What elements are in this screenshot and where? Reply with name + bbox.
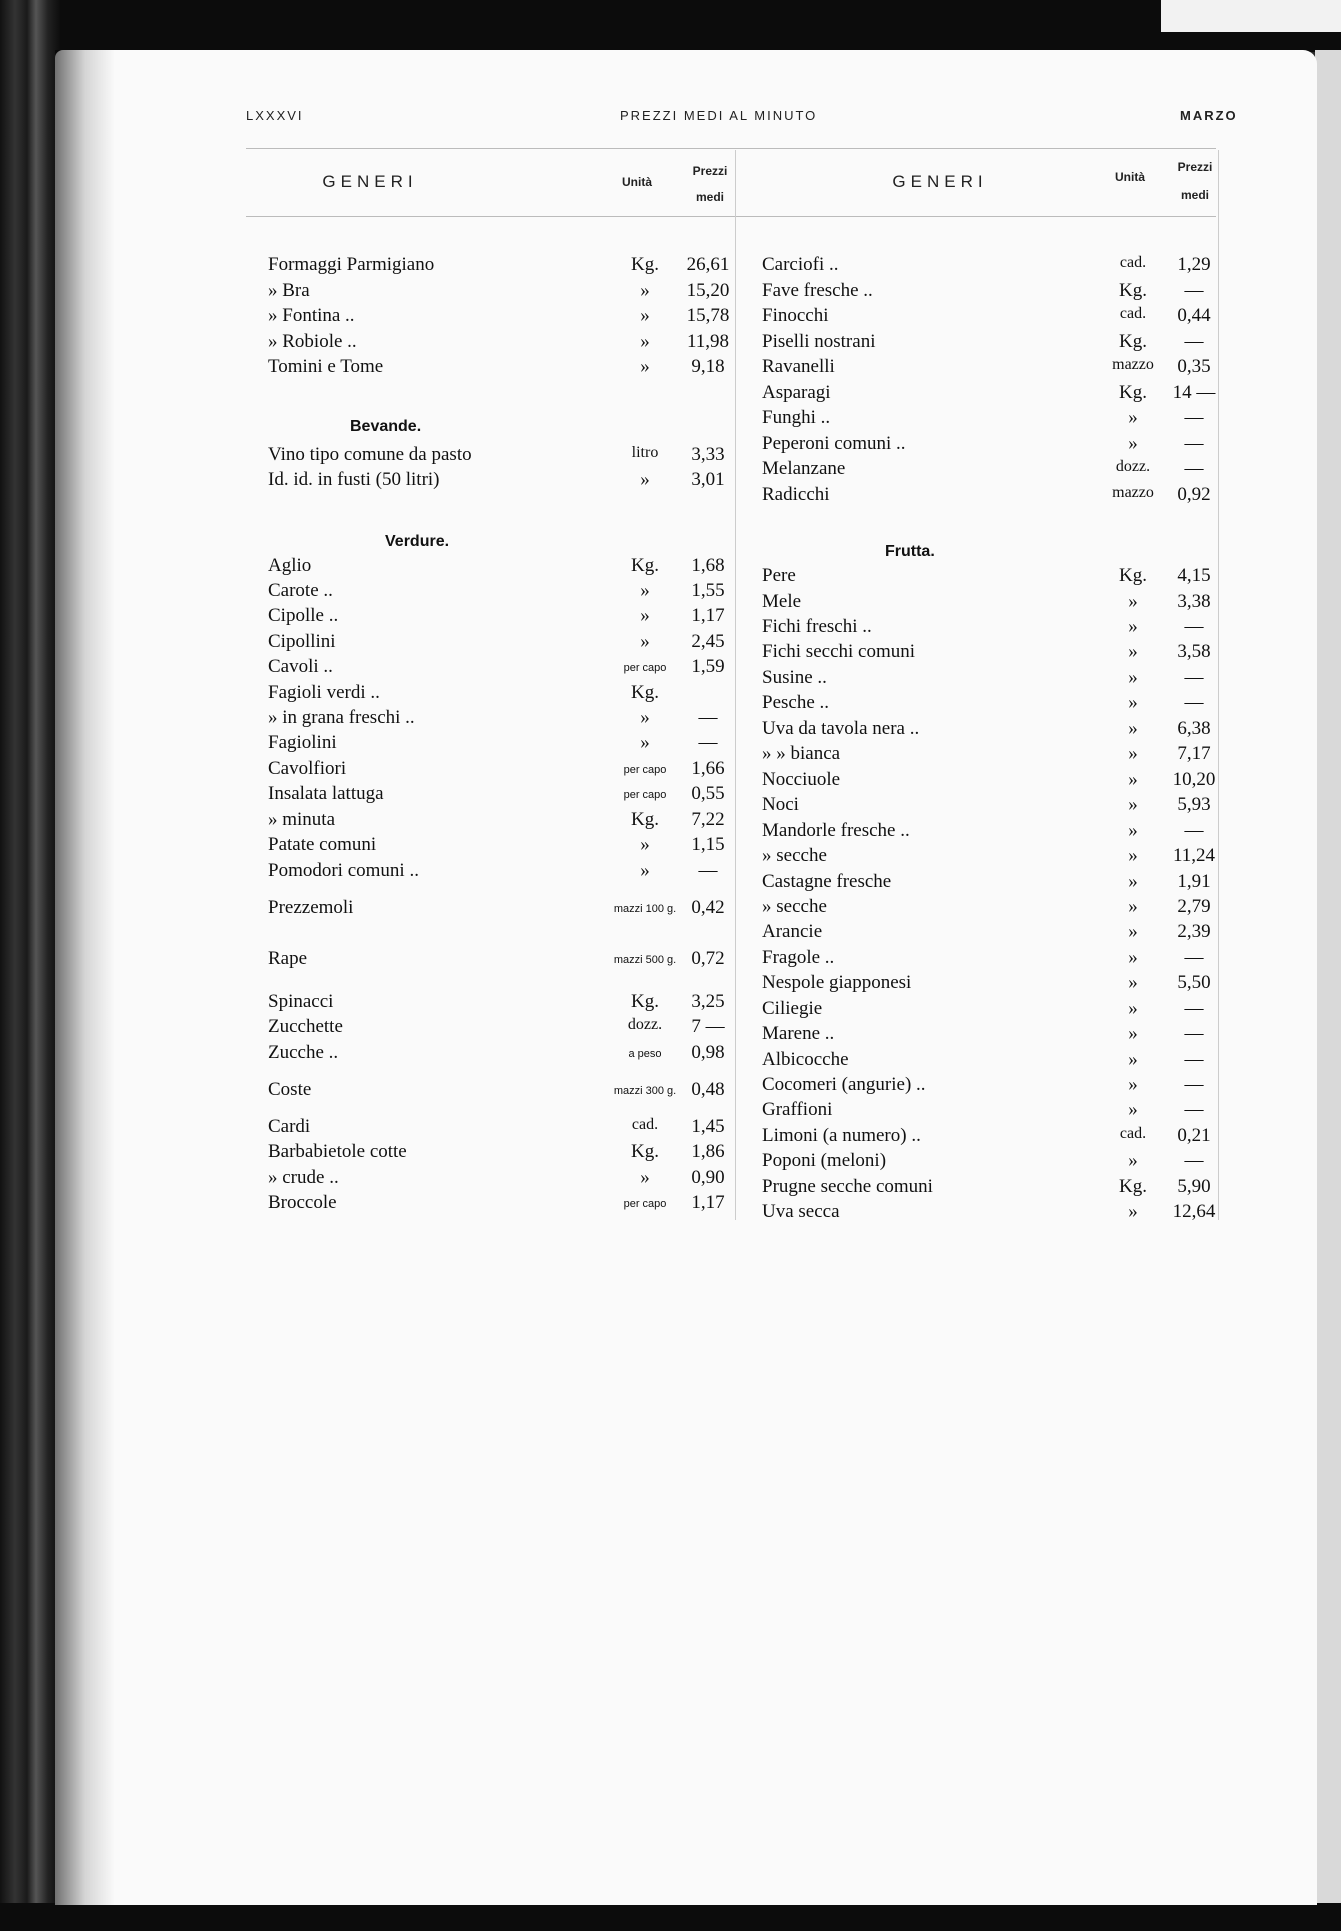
item-name: Nocciuole	[762, 769, 841, 790]
item-unit: Kg.	[631, 1141, 659, 1162]
item-name: Rape	[268, 948, 308, 969]
item-unit: »	[640, 631, 650, 652]
item-price: 0,55	[691, 783, 725, 804]
item-price: 7,22	[691, 809, 725, 830]
item-unit: »	[1128, 1150, 1138, 1171]
item-unit: Kg.	[1119, 382, 1147, 403]
item-name: Formaggi Parmigiano	[268, 254, 435, 275]
item-name: Peperoni comuni ..	[762, 433, 906, 454]
item-name: Marene ..	[762, 1023, 835, 1044]
item-unit: »	[1128, 820, 1138, 841]
item-name: Cocomeri (angurie) ..	[762, 1074, 926, 1095]
item-price: 5,90	[1177, 1176, 1211, 1197]
item-price: —	[1184, 616, 1204, 637]
item-name: Broccole	[268, 1192, 337, 1213]
col-medi-left: medi	[695, 190, 724, 204]
item-price: 1,59	[691, 656, 725, 677]
item-price: 3,01	[691, 469, 725, 490]
item-name: Fichi secchi comuni	[762, 641, 916, 662]
item-price: —	[1184, 667, 1204, 688]
item-unit: per capo	[623, 662, 667, 674]
col-prezzi-left: Prezzi	[692, 164, 728, 178]
item-name: Ravanelli	[762, 356, 835, 377]
item-name: Fagioli verdi ..	[268, 682, 380, 703]
item-unit: »	[1128, 1023, 1138, 1044]
item-price: —	[698, 732, 718, 753]
item-price: —	[1184, 947, 1204, 968]
item-unit: »	[640, 1167, 650, 1188]
item-price: 1,86	[691, 1141, 725, 1162]
item-unit: mazzi 500 g.	[613, 954, 677, 966]
item-unit: Kg.	[631, 809, 659, 830]
item-name: Radicchi	[762, 484, 830, 505]
item-name: Fichi freschi ..	[762, 616, 872, 637]
item-name: Tomini e Tome	[268, 356, 384, 377]
item-price: 9,18	[691, 356, 725, 377]
item-unit: cad.	[1119, 1125, 1147, 1142]
item-name: Cavolfiori	[268, 758, 347, 779]
item-name: Limoni (a numero) ..	[762, 1125, 921, 1146]
item-price: 7 —	[691, 1016, 725, 1037]
item-price: 7,17	[1177, 743, 1211, 764]
page-number: LXXXVI	[246, 108, 304, 123]
item-unit: »	[640, 305, 650, 326]
item-unit: »	[640, 280, 650, 301]
item-price: 3,33	[691, 444, 725, 465]
item-unit: »	[1128, 718, 1138, 739]
header-top-rule	[246, 148, 1216, 149]
item-price: 2,79	[1177, 896, 1211, 917]
item-price: 0,92	[1177, 484, 1211, 505]
item-name: » Robiole ..	[268, 331, 357, 352]
item-unit: »	[1128, 871, 1138, 892]
item-unit: Kg.	[1119, 565, 1147, 586]
item-name: Asparagi	[762, 382, 831, 403]
item-unit: »	[1128, 591, 1138, 612]
item-name: Pere	[762, 565, 796, 586]
item-name: Graffioni	[762, 1099, 833, 1120]
item-name: Fragole ..	[762, 947, 835, 968]
item-price: 5,50	[1177, 972, 1211, 993]
item-unit: »	[1128, 769, 1138, 790]
header-bottom-rule	[246, 216, 1216, 217]
item-name: Zucchette	[268, 1016, 343, 1037]
item-price: —	[1184, 1074, 1204, 1095]
item-unit: »	[640, 732, 650, 753]
col-generi-right: GENERI	[892, 172, 988, 191]
item-unit: Kg.	[1119, 1176, 1147, 1197]
item-name: Finocchi	[762, 305, 829, 326]
item-name: » Bra	[268, 280, 310, 301]
item-price: 1,55	[691, 580, 725, 601]
item-unit: Kg.	[631, 555, 659, 576]
item-price: —	[1184, 1150, 1204, 1171]
item-name: Piselli nostrani	[762, 331, 876, 352]
item-unit: »	[1128, 743, 1138, 764]
item-unit: »	[1128, 1074, 1138, 1095]
item-unit: »	[640, 331, 650, 352]
item-unit: litro	[631, 444, 659, 461]
item-name: Pomodori comuni ..	[268, 860, 419, 881]
item-name: Spinacci	[268, 991, 334, 1012]
item-price: —	[1184, 692, 1204, 713]
item-name: Funghi ..	[762, 407, 831, 428]
item-unit: dozz.	[627, 1016, 663, 1033]
item-name: Fave fresche ..	[762, 280, 873, 301]
item-unit: cad.	[631, 1116, 659, 1133]
col-prezzi-right: Prezzi	[1177, 160, 1213, 174]
item-unit: Kg.	[631, 991, 659, 1012]
item-price: 0,42	[691, 897, 725, 918]
item-name: Fagiolini	[268, 732, 337, 753]
col-generi-left: GENERI	[322, 172, 418, 191]
item-price: —	[1184, 1049, 1204, 1070]
book-spine	[0, 0, 60, 1931]
item-unit: »	[1128, 896, 1138, 917]
item-price: 1,17	[691, 1192, 725, 1213]
item-unit: mazzo	[1112, 484, 1154, 501]
item-name: Cipolle ..	[268, 605, 339, 626]
item-unit: cad.	[1119, 254, 1147, 271]
item-price: —	[1184, 407, 1204, 428]
item-unit: »	[1128, 947, 1138, 968]
item-name: Prugne secche comuni	[762, 1176, 933, 1197]
item-price: 3,38	[1177, 591, 1211, 612]
scan-right-border	[1315, 50, 1341, 1910]
item-price: 0,48	[691, 1079, 725, 1100]
item-name: Insalata lattuga	[268, 783, 384, 804]
item-price: 0,98	[691, 1042, 725, 1063]
item-price: 0,21	[1177, 1125, 1211, 1146]
item-name: Mandorle fresche ..	[762, 820, 910, 841]
item-name: Cipollini	[268, 631, 336, 652]
item-price: 1,68	[691, 555, 725, 576]
item-unit: per capo	[623, 789, 667, 801]
item-name: » Fontina ..	[268, 305, 355, 326]
item-name: Susine ..	[762, 667, 827, 688]
item-price: 10,20	[1172, 769, 1216, 790]
item-name: Nespole giapponesi	[762, 972, 912, 993]
item-unit: »	[1128, 667, 1138, 688]
item-name: Cavoli ..	[268, 656, 333, 677]
scan-top-border	[0, 0, 1341, 52]
item-price: 1,17	[691, 605, 725, 626]
item-unit: Kg.	[631, 682, 659, 703]
item-price: —	[1184, 820, 1204, 841]
item-unit: »	[1128, 1201, 1138, 1222]
item-name: Arancie	[762, 921, 823, 942]
item-name: Ciliegie	[762, 998, 823, 1019]
item-price: 1,29	[1177, 254, 1211, 275]
item-price: 4,15	[1177, 565, 1211, 586]
col-unita-right: Unità	[1115, 170, 1145, 184]
item-name: » minuta	[268, 809, 336, 830]
gutter-shadow	[55, 50, 115, 1905]
item-name: Patate comuni	[268, 834, 377, 855]
month-label: MARZO	[1180, 108, 1238, 123]
item-name: Castagne fresche	[762, 871, 892, 892]
section-bevande: Bevande.	[350, 418, 422, 435]
item-name: Vino tipo comune da pasto	[268, 444, 472, 465]
item-price: —	[1184, 331, 1204, 352]
item-name: » secche	[762, 896, 827, 917]
item-name: Prezzemoli	[268, 897, 354, 918]
item-name: Uva da tavola nera ..	[762, 718, 920, 739]
page-title: PREZZI MEDI AL MINUTO	[620, 108, 818, 123]
item-name: » in grana freschi ..	[268, 707, 415, 728]
item-unit: »	[1128, 998, 1138, 1019]
item-name: Zucche ..	[268, 1042, 339, 1063]
item-price: —	[698, 860, 718, 881]
item-price: 1,45	[691, 1116, 725, 1137]
item-unit: »	[1128, 407, 1138, 428]
item-name: Uva secca	[762, 1201, 840, 1222]
item-unit: »	[1128, 433, 1138, 454]
item-price: —	[1184, 1099, 1204, 1120]
item-price: 11,98	[686, 331, 730, 352]
item-unit: »	[640, 469, 650, 490]
item-price: 11,24	[1172, 845, 1216, 866]
item-price: —	[1184, 433, 1204, 454]
item-name: Carciofi ..	[762, 254, 839, 275]
item-price: 6,38	[1177, 718, 1211, 739]
item-price: 3,25	[691, 991, 725, 1012]
item-price: —	[1184, 998, 1204, 1019]
item-unit: »	[640, 834, 650, 855]
item-price: —	[698, 707, 718, 728]
item-price: 1,15	[691, 834, 725, 855]
item-unit: Kg.	[631, 254, 659, 275]
item-name: Poponi (meloni)	[762, 1150, 887, 1171]
item-price: —	[1184, 458, 1204, 479]
section-verdure: Verdure.	[385, 533, 450, 550]
item-unit: »	[1128, 692, 1138, 713]
item-unit: mazzi 300 g.	[613, 1085, 677, 1097]
col-medi-right: medi	[1180, 188, 1209, 202]
item-name: Cardi	[268, 1116, 311, 1137]
item-price: —	[1184, 1023, 1204, 1044]
item-price: 0,35	[1177, 356, 1211, 377]
item-name: Barbabietole cotte	[268, 1141, 407, 1162]
item-price: 1,66	[691, 758, 725, 779]
item-name: » crude ..	[268, 1167, 339, 1188]
scan-corner	[1161, 0, 1341, 32]
item-unit: »	[1128, 794, 1138, 815]
item-unit: a peso	[628, 1048, 662, 1060]
item-price: 0,44	[1177, 305, 1211, 326]
item-unit: »	[1128, 641, 1138, 662]
item-name: Aglio	[268, 555, 312, 576]
item-price: 26,61	[686, 254, 730, 275]
item-price: 15,78	[686, 305, 730, 326]
item-unit: »	[640, 860, 650, 881]
item-price: 1,91	[1177, 871, 1211, 892]
item-price: 0,90	[691, 1167, 725, 1188]
item-price: 2,45	[691, 631, 725, 652]
item-unit: mazzi 100 g.	[613, 903, 677, 915]
item-name: Melanzane	[762, 458, 846, 479]
item-name: Noci	[762, 794, 799, 815]
item-unit: »	[1128, 616, 1138, 637]
item-unit: cad.	[1119, 305, 1147, 322]
item-name: Mele	[762, 591, 802, 612]
item-unit: Kg.	[1119, 280, 1147, 301]
item-unit: »	[640, 707, 650, 728]
item-price: 14 —	[1172, 382, 1216, 403]
item-name: Coste	[268, 1079, 312, 1100]
section-frutta: Frutta.	[885, 543, 935, 560]
item-unit: mazzo	[1112, 356, 1154, 373]
item-unit: per capo	[623, 1198, 667, 1210]
item-unit: »	[640, 580, 650, 601]
item-price: 15,20	[686, 280, 730, 301]
item-name: » secche	[762, 845, 827, 866]
item-name: Carote ..	[268, 580, 333, 601]
item-name: Albicocche	[762, 1049, 849, 1070]
item-name: » » bianca	[762, 743, 841, 764]
item-price: —	[1184, 280, 1204, 301]
item-unit: »	[640, 356, 650, 377]
item-unit: »	[640, 605, 650, 626]
item-unit: dozz.	[1115, 458, 1151, 475]
item-name: Pesche ..	[762, 692, 830, 713]
item-unit: per capo	[623, 764, 667, 776]
item-price: 0,72	[691, 948, 725, 969]
item-unit: »	[1128, 1049, 1138, 1070]
item-price: 2,39	[1177, 921, 1211, 942]
col-unita-left: Unità	[622, 175, 652, 189]
item-unit: »	[1128, 921, 1138, 942]
item-price: 3,58	[1177, 641, 1211, 662]
item-unit: Kg.	[1119, 331, 1147, 352]
item-unit: »	[1128, 1099, 1138, 1120]
item-unit: »	[1128, 845, 1138, 866]
item-price: 5,93	[1177, 794, 1211, 815]
scan-bottom-border	[0, 1903, 1341, 1931]
item-unit: »	[1128, 972, 1138, 993]
item-price: 12,64	[1172, 1201, 1216, 1222]
item-name: Id. id. in fusti (50 litri)	[268, 469, 440, 490]
